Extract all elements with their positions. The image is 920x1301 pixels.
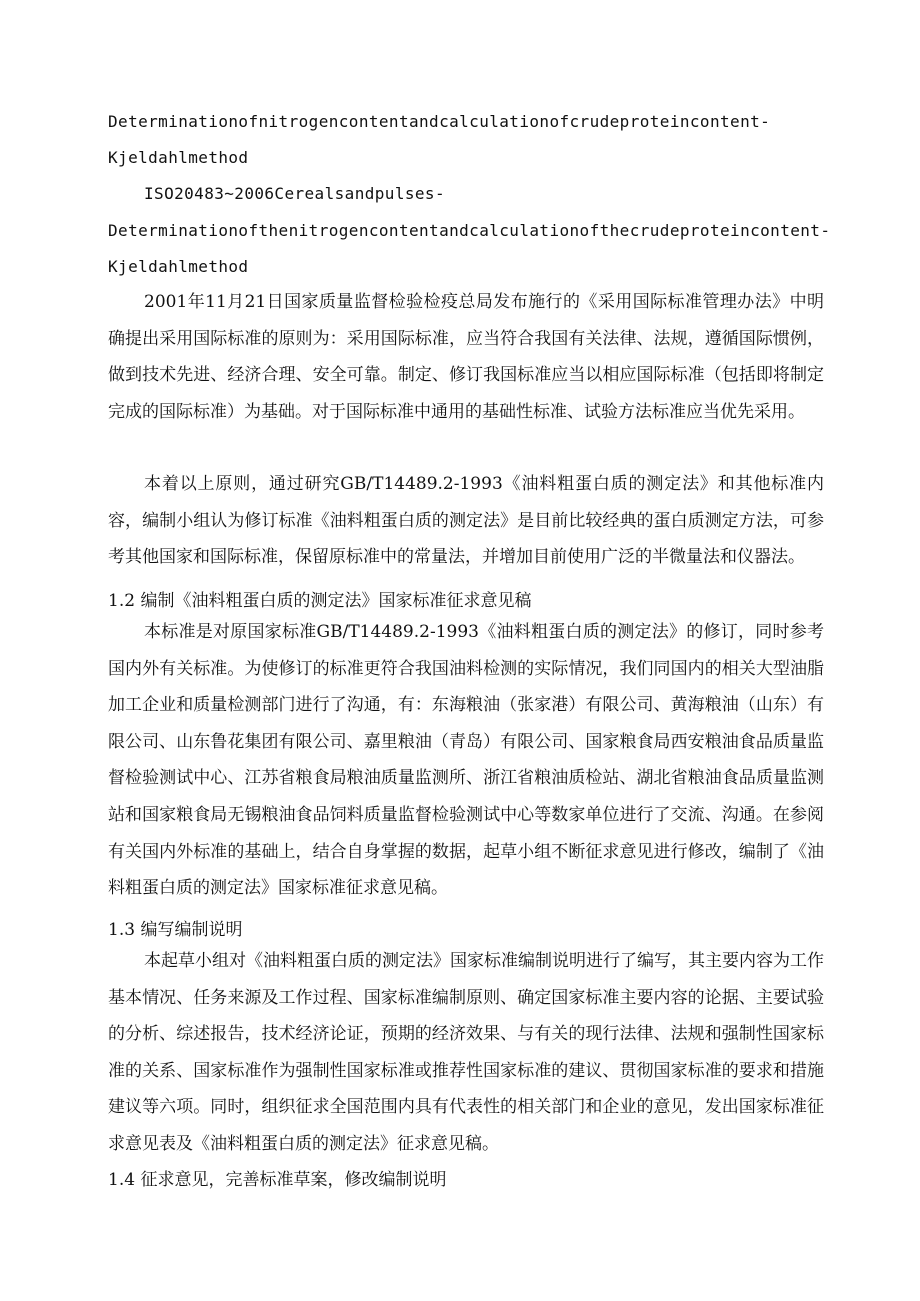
section-heading-1-3: 1.3 编写编制说明 [108,920,243,940]
paragraph-draft-preparation: 本标准是对原国家标准GB/T14489.2-1993《油料粗蛋白质的测定法》的修订，同时参考国内外有关标准。为使修订的标准更符合我国油料检测的实际情况，我们同国内的相关大型油脂加工企业和质量检测部门进行了沟通，有：东海粮油（张家港）有限公司、黄海粮油（山东）有限公司、山东鲁花集团有限公司、嘉里粮油（青岛）有限公司、国家粮食局西安粮油食品质量监督检验测试中心、江苏省粮食局粮油质量监测所、浙江省粮油质检站、湖北省粮油食品质量监测站和国家粮食局无锡粮油食品饲料质量监督检验测试中心等数家单位进行了交流、沟通。在参阅有关国内外标准的基础上，结合自身掌握的数据，起草小组不断征求意见进行修改，编制了《油料粗蛋白质的测定法》国家标准征求意见稿。 [108,622,824,899]
paragraph-revision-basis: 本着以上原则，通过研究GB/T14489.2-1993《油料粗蛋白质的测定法》和其他标准内容，编制小组认为修订标准《油料粗蛋白质的测定法》是目前比较经典的蛋白质测定方法，可参考其他国家和国际标准，保留原标准中的常量法，并增加目前使用广泛的半微量法和仪器法。 [108,474,824,568]
reference-line-3: ISO20483~2006Cerealsandpulses- [144,184,445,203]
section-heading-1-4: 1.4 征求意见，完善标准草案，修改编制说明 [108,1170,447,1190]
reference-line-4: Determinationofthenitrogencontentandcalculationofthecrudeproteincontent- [108,221,831,240]
paragraph-adoption-principles: 2001年11月21日国家质量监督检验检疫总局发布施行的《采用国际标准管理办法》中明确提出采用国际标准的原则为：采用国际标准，应当符合我国有关法律、法规，遵循国际惯例，做到技术先进、经济合理、安全可靠。制定、修订我国标准应当以相应国际标准（包括即将制定完成的国际标准）为基础。对于国际标准中通用的基础性标准、试验方法标准应当优先采用。 [108,292,824,422]
paragraph-explanation-writing: 本起草小组对《油料粗蛋白质的测定法》国家标准编制说明进行了编写，其主要内容为工作基本情况、任务来源及工作过程、国家标准编制原则、确定国家标准主要内容的论据、主要试验的分析、综述报告，技术经济论证，预期的经济效果、与有关的现行法律、法规和强制性国家标准的关系、国家标准作为强制性国家标准或推荐性国家标准的建议、贯彻国家标准的要求和措施建议等六项。同时，组织征求全国范围内具有代表性的相关部门和企业的意见，发出国家标准征求意见表及《油料粗蛋白质的测定法》征求意见稿。 [108,951,824,1154]
reference-line-5: Kjeldahlmethod [108,257,249,276]
reference-line-2: Kjeldahlmethod [108,148,249,167]
section-heading-1-2: 1.2 编制《油料粗蛋白质的测定法》国家标准征求意见稿 [108,591,532,611]
reference-line-1: Determinationofnitrogencontentandcalculationofcrudeproteincontent- [108,112,771,131]
